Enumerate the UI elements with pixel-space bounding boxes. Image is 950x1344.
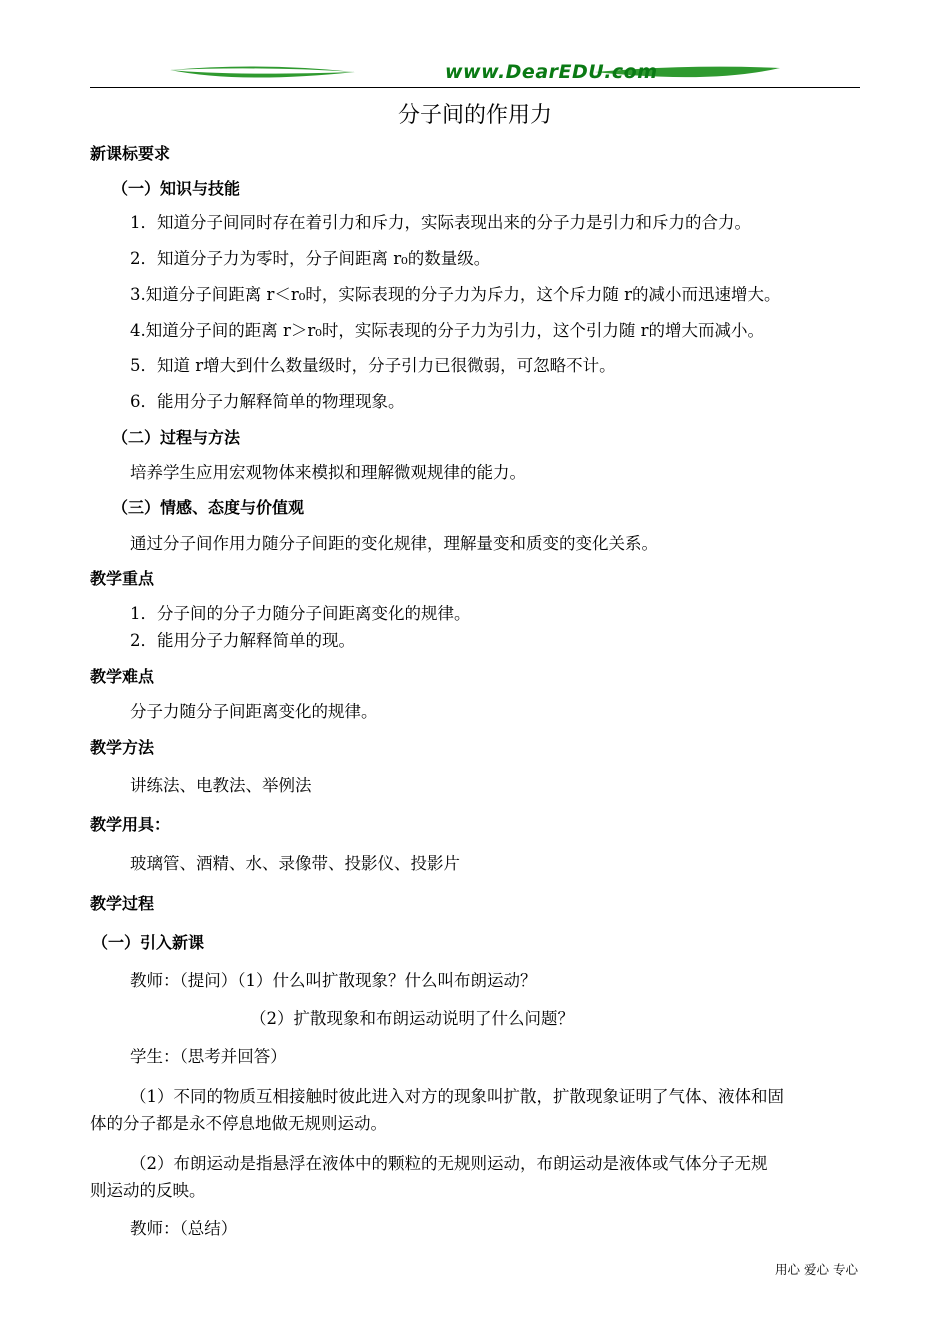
paragraph: 通过分子间作用力随分子间距的变化规律，理解量变和质变的变化关系。 (130, 534, 658, 553)
list-item: 1．知道分子间同时存在着引力和斥力，实际表现出来的分子力是引力和斥力的合力。 (130, 213, 751, 232)
paragraph: 玻璃管、酒精、水、录像带、投影仪、投影片 (130, 854, 460, 873)
subsection-heading: （一）引入新课 (92, 933, 205, 952)
paragraph: 则运动的反映。 (90, 1181, 206, 1200)
site-logo: www.DearEDU.com (445, 61, 658, 83)
list-item: 1．分子间的分子力随分子间距离变化的规律。 (130, 604, 471, 623)
paragraph: （1）不同的物质互相接触时彼此进入对方的现象叫扩散，扩散现象证明了气体、液体和固 (130, 1087, 784, 1106)
paragraph: （2）布朗运动是指悬浮在液体中的颗粒的无规则运动，布朗运动是液体或气体分子无规 (130, 1154, 768, 1173)
page-title: 分子间的作用力 (397, 103, 552, 128)
paragraph: 讲练法、电教法、举例法 (130, 776, 312, 795)
paragraph: 教师：（总结） (130, 1219, 238, 1238)
list-item: 4.知道分子间的距离 r＞r₀时，实际表现的分子力为引力，这个引力随 r的增大而减小。 (130, 321, 765, 340)
paragraph: 学生：（思考并回答） (130, 1047, 287, 1066)
subsection-heading: （二）过程与方法 (112, 428, 241, 447)
section-heading: 教学难点 (90, 667, 155, 686)
list-item: 2．知道分子力为零时，分子间距离 r₀的数量级。 (130, 249, 491, 268)
subsection-heading: （三）情感、态度与价值观 (112, 498, 305, 517)
paragraph: 分子力随分子间距离变化的规律。 (130, 702, 378, 721)
paragraph: （2）扩散现象和布朗运动说明了什么问题？ (250, 1009, 574, 1028)
header-rule (90, 87, 860, 88)
paragraph: 培养学生应用宏观物体来模拟和理解微观规律的能力。 (130, 463, 526, 482)
list-item: 3.知道分子间距离 r＜r₀时，实际表现的分子力为斥力，这个斥力随 r的减小而迅速增大。 (130, 285, 781, 304)
section-heading: 新课标要求 (90, 144, 171, 163)
list-item: 6．能用分子力解释简单的物理现象。 (130, 392, 405, 411)
subsection-heading: （一）知识与技能 (112, 179, 241, 198)
list-item: 2．能用分子力解释简单的现。 (130, 631, 355, 650)
paragraph: 教师：（提问）（1）什么叫扩散现象？什么叫布朗运动？ (130, 971, 537, 990)
paragraph: 体的分子都是永不停息地做无规则运动。 (90, 1114, 387, 1133)
section-heading: 教学重点 (90, 569, 155, 588)
site-banner (90, 58, 860, 88)
footer-motto: 用心 爱心 专心 (775, 1262, 858, 1277)
section-heading: 教学用具： (90, 815, 171, 834)
list-item: 5．知道 r增大到什么数量级时，分子引力已很微弱，可忽略不计。 (130, 356, 616, 375)
section-heading: 教学过程 (90, 894, 155, 913)
section-heading: 教学方法 (90, 738, 155, 757)
